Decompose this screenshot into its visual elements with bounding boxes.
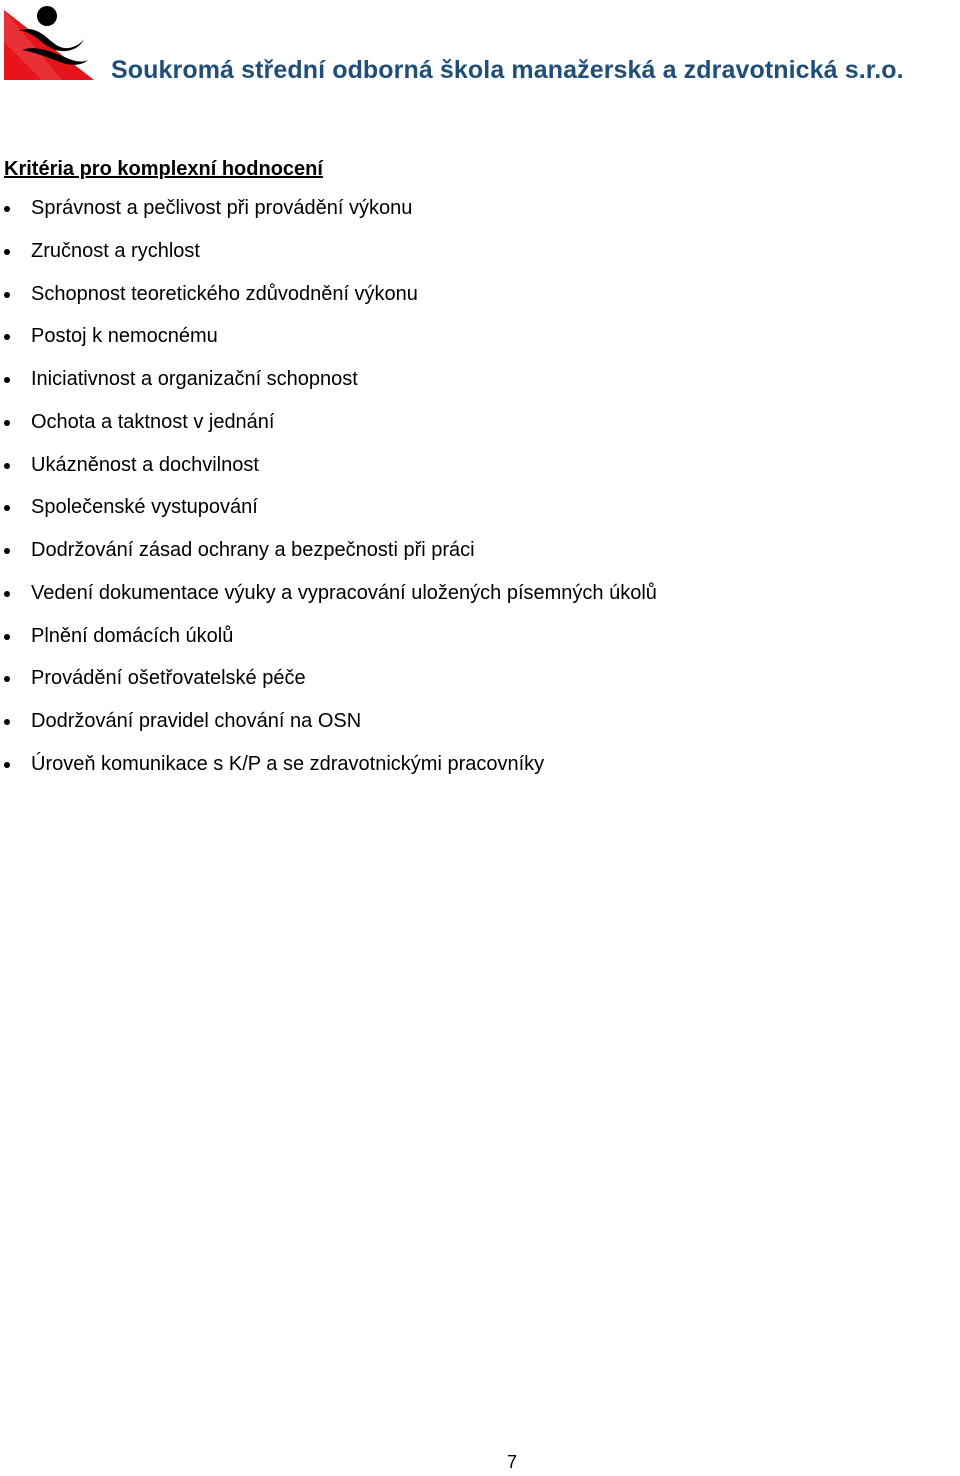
bullet-icon bbox=[4, 249, 10, 255]
criteria-text: Provádění ošetřovatelské péče bbox=[31, 667, 306, 690]
criteria-text: Zručnost a rychlost bbox=[31, 239, 200, 262]
criteria-item bbox=[0, 534, 960, 577]
criteria-text: Schopnost teoretického zdůvodnění výkonu bbox=[31, 282, 418, 305]
bullet-icon bbox=[4, 762, 10, 768]
bullet-icon bbox=[4, 420, 10, 426]
criteria-item bbox=[0, 192, 960, 235]
criteria-title: Kritéria pro komplexní hodnocení bbox=[4, 158, 323, 181]
criteria-text: Společenské vystupování bbox=[31, 496, 258, 519]
criteria-item bbox=[0, 363, 960, 406]
criteria-item bbox=[0, 577, 960, 620]
criteria-item bbox=[0, 620, 960, 663]
criteria-text: Plnění domácích úkolů bbox=[31, 624, 234, 647]
criteria-text: Úroveň komunikace s K/P a se zdravotnickými pracovníky bbox=[31, 752, 545, 775]
criteria-item bbox=[0, 449, 960, 492]
criteria-item bbox=[0, 278, 960, 321]
criteria-list bbox=[0, 192, 960, 791]
criteria-item bbox=[0, 491, 960, 534]
bullet-icon bbox=[4, 463, 10, 469]
bullet-icon bbox=[4, 206, 10, 212]
bullet-icon bbox=[4, 334, 10, 340]
school-logo-icon bbox=[4, 2, 98, 84]
criteria-text: Postoj k nemocnému bbox=[31, 325, 218, 348]
criteria-item bbox=[0, 320, 960, 363]
criteria-item bbox=[0, 705, 960, 748]
bullet-icon bbox=[4, 719, 10, 725]
criteria-item bbox=[0, 406, 960, 449]
criteria-item bbox=[0, 748, 960, 791]
school-name: Soukromá střední odborná škola manažerská a zdravotnická s.r.o. bbox=[111, 56, 904, 84]
page-number: 7 bbox=[506, 1452, 517, 1472]
criteria-text: Iniciativnost a organizační schopnost bbox=[31, 368, 358, 390]
bullet-icon bbox=[4, 676, 10, 682]
criteria-text: Dodržování pravidel chování na OSN bbox=[31, 710, 362, 732]
criteria-text: Ochota a taktnost v jednání bbox=[31, 410, 275, 433]
bullet-icon bbox=[4, 591, 10, 597]
bullet-icon bbox=[4, 634, 10, 640]
criteria-text: Správnost a pečlivost při provádění výkonu bbox=[31, 197, 413, 219]
criteria-text: Ukázněnost a dochvilnost bbox=[31, 453, 259, 476]
criteria-item bbox=[0, 235, 960, 278]
criteria-item bbox=[0, 662, 960, 705]
bullet-icon bbox=[4, 505, 10, 511]
document-header bbox=[0, 0, 960, 100]
criteria-text: Vedení dokumentace výuky a vypracování uložených písemných úkolů bbox=[31, 581, 657, 604]
bullet-icon bbox=[4, 377, 10, 383]
criteria-text: Dodržování zásad ochrany a bezpečnosti při práci bbox=[31, 539, 475, 561]
bullet-icon bbox=[4, 548, 10, 554]
bullet-icon bbox=[4, 292, 10, 298]
